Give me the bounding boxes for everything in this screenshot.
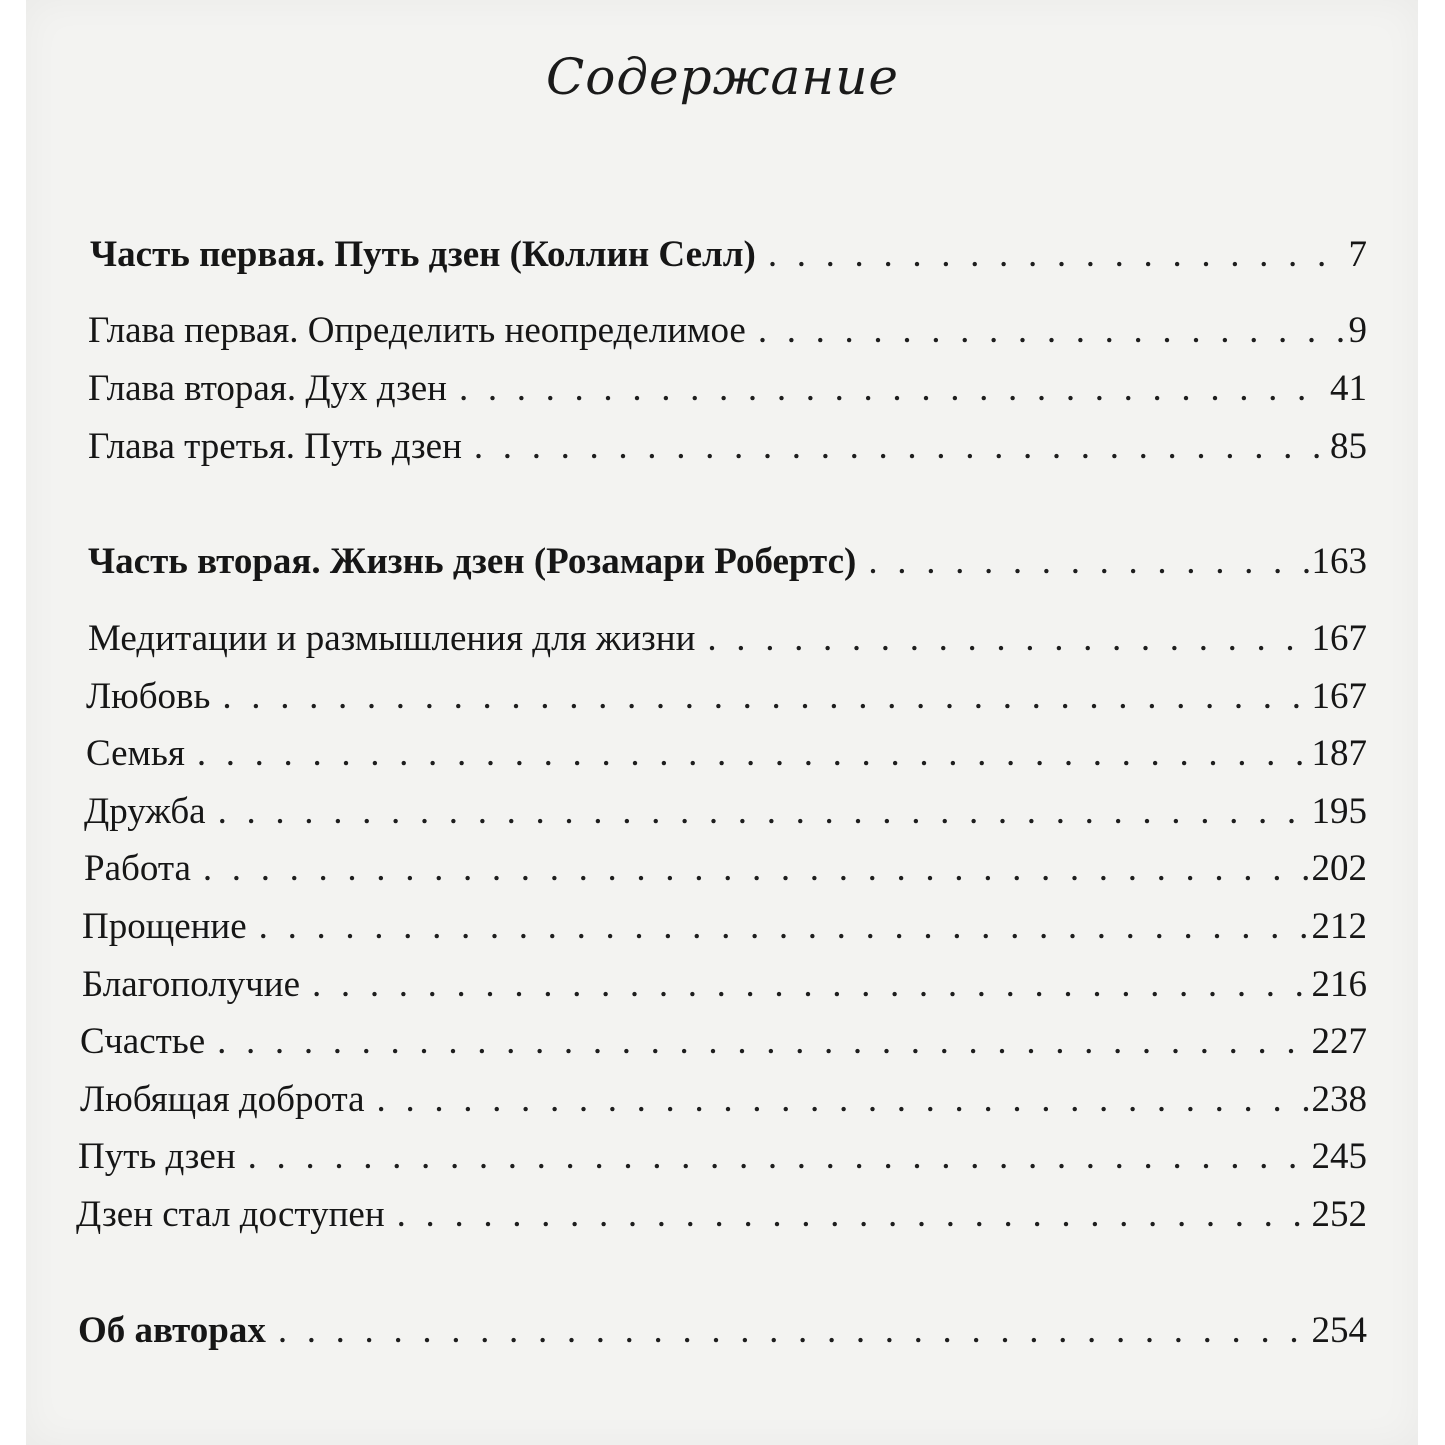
toc-entry-label: Счастье (80, 1021, 206, 1062)
toc-entry-page: 163 (1311, 541, 1367, 582)
toc-entry-page: 187 (1311, 733, 1367, 774)
toc-entry (88, 370, 1367, 407)
toc-entry-label: Глава вторая. Дух дзен (88, 368, 447, 409)
toc-entry (86, 735, 1367, 772)
toc-entry (86, 678, 1367, 715)
toc-entry-label: Часть первая. Путь дзен (Коллин Селл) (90, 234, 756, 275)
toc-entry-page: 85 (1330, 426, 1367, 467)
toc-leader-dots (868, 543, 1309, 580)
toc-entry-label: Любящая доброта (80, 1079, 365, 1120)
toc-entry (84, 793, 1367, 830)
toc-entry-page: 41 (1330, 368, 1367, 409)
toc-leader-dots (222, 678, 1309, 715)
toc-leader-dots (397, 1196, 1310, 1233)
toc-entry (88, 428, 1367, 465)
toc-entry (76, 1196, 1367, 1233)
toc-entry-page: 167 (1311, 618, 1367, 659)
toc-entry-label: Дзен стал доступен (76, 1194, 385, 1235)
toc-leader-dots (248, 1138, 1310, 1175)
toc-entry-page: 212 (1311, 906, 1367, 947)
toc-entry-page: 216 (1311, 964, 1367, 1005)
toc-leader-dots (758, 312, 1347, 349)
toc-entry (84, 850, 1367, 887)
toc-entry-label: Глава первая. Определить неопределимое (88, 310, 746, 351)
toc-entry-label: Часть вторая. Жизнь дзен (Розамари Робертс) (88, 541, 857, 582)
toc-entry-page: 167 (1311, 676, 1367, 717)
toc-leader-dots (259, 908, 1310, 945)
toc-entry-about-authors (78, 1312, 1367, 1349)
toc-entry-page: 195 (1311, 791, 1367, 832)
toc-leader-dots (768, 236, 1347, 273)
toc-entry (80, 1081, 1367, 1118)
toc-leader-dots (218, 793, 1310, 830)
toc-entry-label: Семья (86, 733, 185, 774)
toc-entry-label: Прощение (82, 906, 247, 947)
toc-leader-dots (474, 428, 1328, 465)
toc-entry (88, 312, 1367, 349)
toc-leader-dots (707, 620, 1309, 657)
toc-entry-page: 238 (1311, 1079, 1367, 1120)
toc-entry-label: Дружба (84, 791, 206, 832)
toc-leader-dots (377, 1081, 1310, 1118)
toc-entry (82, 908, 1367, 945)
toc-entry-label: Любовь (86, 676, 211, 717)
toc-entry-page: 7 (1348, 234, 1367, 275)
toc-leader-dots (312, 966, 1309, 1003)
toc-entry-label: Путь дзен (78, 1136, 236, 1177)
toc-leader-dots (197, 735, 1310, 772)
toc-entry-page: 227 (1311, 1021, 1367, 1062)
page-title: Содержание (545, 48, 900, 106)
toc-entry (82, 966, 1367, 1003)
toc-entry-label: Благополучие (82, 964, 301, 1005)
toc-entry-label: Медитации и размышления для жизни (88, 618, 696, 659)
toc-entry-part-two (88, 543, 1367, 580)
toc-leader-dots (278, 1312, 1310, 1349)
toc-entry-page: 252 (1311, 1194, 1367, 1235)
toc-entry-part-one (90, 236, 1367, 273)
toc-entry-label: Работа (84, 848, 191, 889)
toc-entry-label: Глава третья. Путь дзен (88, 426, 462, 467)
toc-leader-dots (203, 850, 1310, 887)
toc-entry-page: 9 (1348, 310, 1367, 351)
toc-entry (88, 620, 1367, 657)
toc-entry (80, 1023, 1367, 1060)
toc-entry (78, 1138, 1367, 1175)
toc-entry-label: Об авторах (78, 1310, 266, 1351)
toc-entry-page: 254 (1311, 1310, 1367, 1351)
toc-entry-page: 245 (1311, 1136, 1367, 1177)
toc-leader-dots (217, 1023, 1309, 1060)
toc-entry-page: 202 (1311, 848, 1367, 889)
toc-leader-dots (459, 370, 1328, 407)
